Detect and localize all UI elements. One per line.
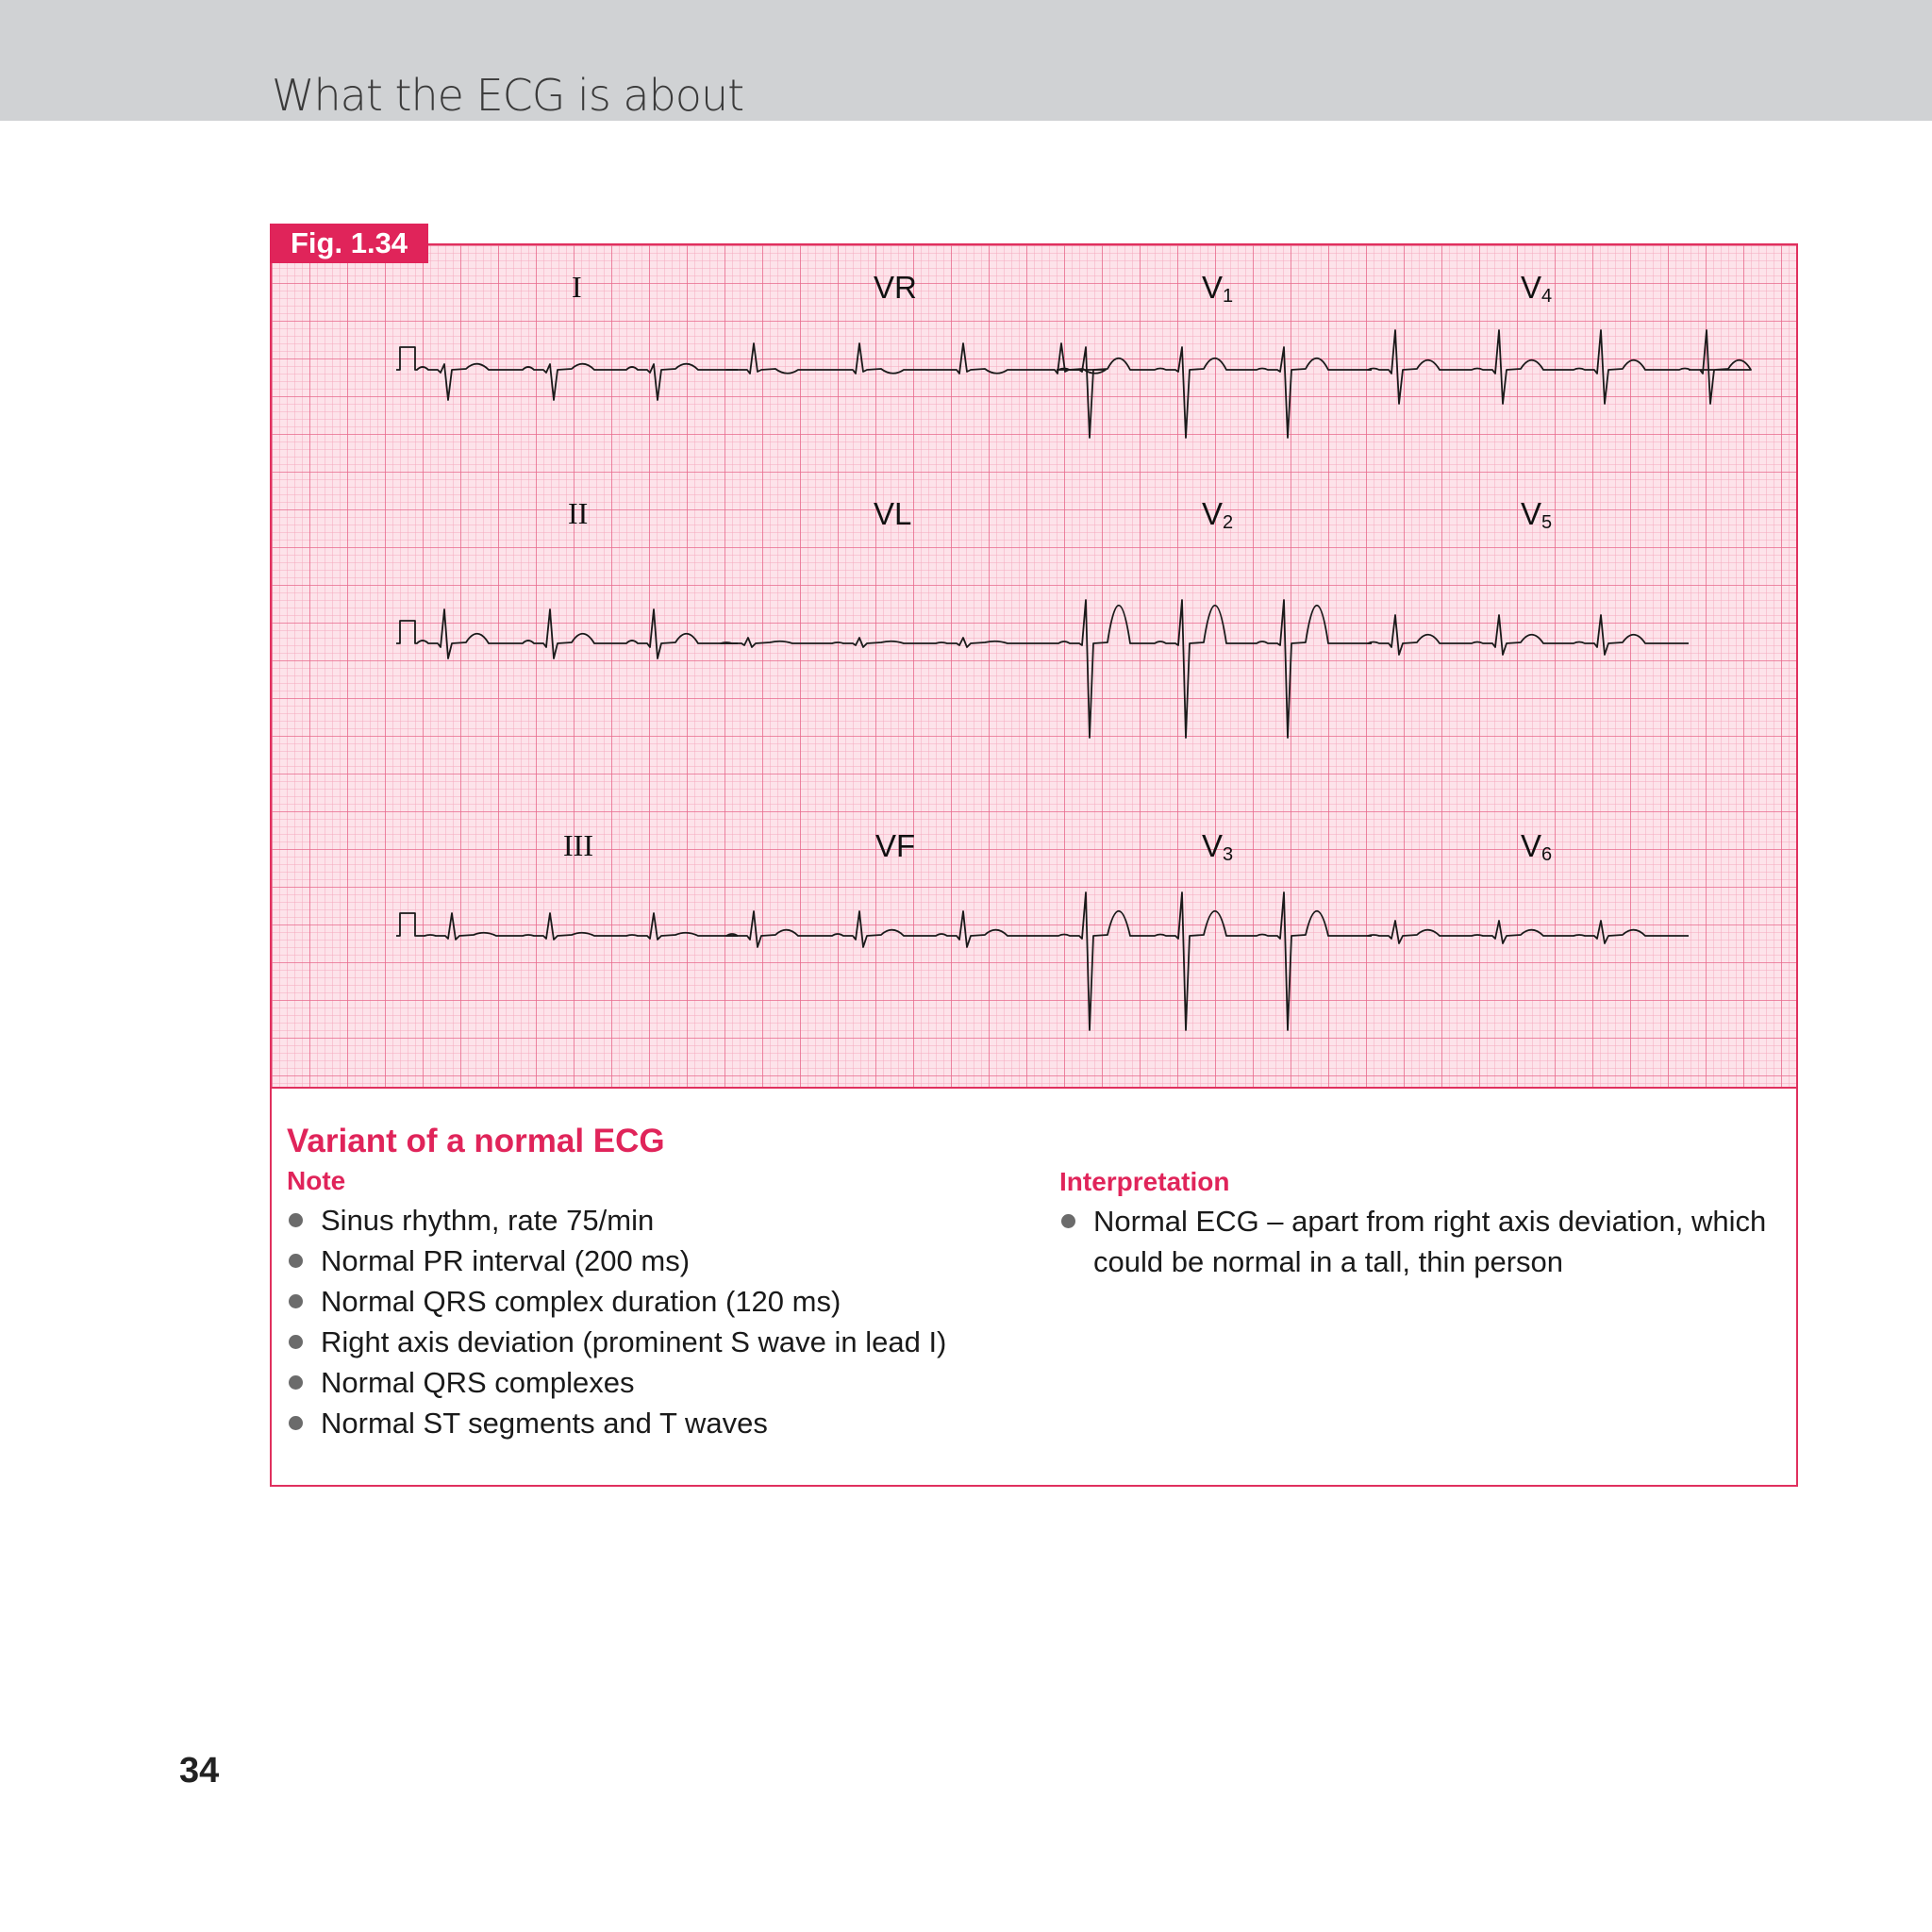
list-item: Normal PR interval (200 ms) [287, 1241, 1041, 1281]
note-heading: Note [287, 1166, 346, 1195]
note-list [287, 1200, 1041, 1443]
bullet-icon [289, 1375, 303, 1390]
bullet-icon [289, 1213, 303, 1227]
figure-label: Fig. 1.34 [270, 224, 428, 263]
page-number: 34 [179, 1751, 220, 1790]
lead-label-II: II [568, 496, 589, 530]
bullet-icon [289, 1254, 303, 1268]
list-item: Normal QRS complex duration (120 ms) [287, 1281, 1041, 1322]
ecg-tracing [272, 245, 1796, 1087]
interpretation-list [1059, 1201, 1776, 1282]
lead-label-V3: $V_3$ [1202, 828, 1234, 865]
list-item: Normal ST segments and T waves [287, 1403, 1041, 1443]
bullet-icon [1061, 1214, 1075, 1228]
lead-label-V1: $V_1$ [1202, 270, 1234, 307]
lead-label-V6: $V_6$ [1521, 828, 1553, 865]
list-item: Sinus rhythm, rate 75/min [287, 1200, 1041, 1241]
interpretation-heading: Interpretation [1059, 1167, 1230, 1196]
lead-label-VF: VF [875, 828, 916, 863]
bullet-icon [289, 1294, 303, 1308]
ecg-grid [272, 245, 1796, 1087]
lead-label-III: III [563, 828, 593, 862]
lead-label-V4: $V_4$ [1521, 270, 1553, 307]
caption-title: Variant of a normal ECG [287, 1123, 665, 1159]
lead-label-VL: VL [874, 496, 912, 531]
list-item: Normal ECG – apart from right axis deviation, which could be normal in a tall, thin person [1059, 1201, 1776, 1282]
list-item: Normal QRS complexes [287, 1362, 1041, 1403]
lead-label-I: I [572, 270, 582, 304]
running-header-title: What the ECG is about [272, 70, 744, 121]
list-item: Right axis deviation (prominent S wave in lead I) [287, 1322, 1041, 1362]
ecg-strip [272, 245, 1796, 1089]
bullet-icon [289, 1335, 303, 1349]
lead-label-VR: VR [874, 270, 917, 305]
lead-label-V2: $V_2$ [1202, 496, 1234, 533]
lead-label-V5: $V_5$ [1521, 496, 1553, 533]
bullet-icon [289, 1416, 303, 1430]
